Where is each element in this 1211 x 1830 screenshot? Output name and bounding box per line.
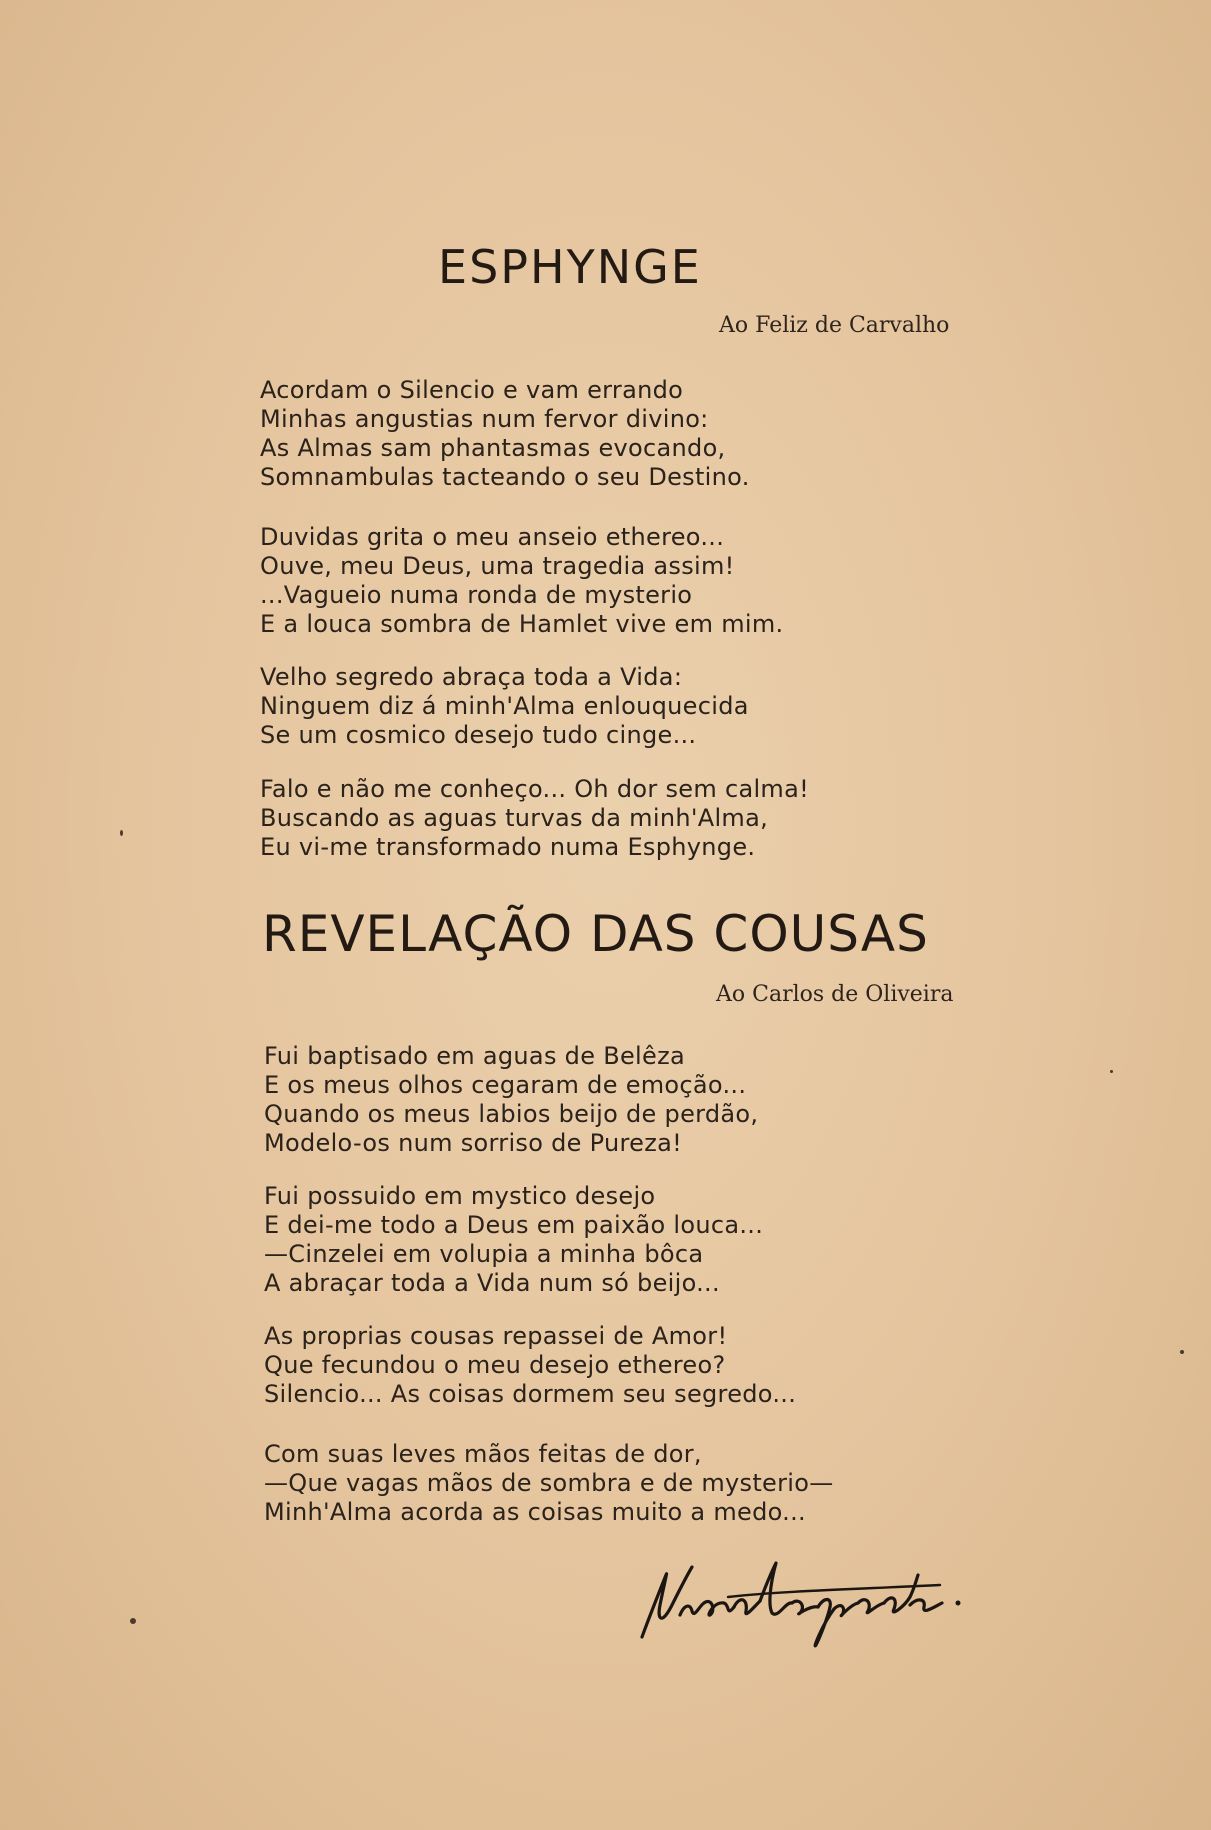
- verse-line: Velho segredo abraça toda a Vida:: [260, 663, 683, 691]
- verse-line: Acordam o Silencio e vam errando: [260, 376, 684, 404]
- paper-speck: [120, 830, 123, 836]
- paper-speck: [130, 1618, 136, 1624]
- verse-line: Se um cosmico desejo tudo cinge...: [260, 721, 697, 749]
- verse-line: As Almas sam phantasmas evocando,: [260, 434, 726, 462]
- verse-line: ...Vagueio numa ronda de mysterio: [260, 581, 693, 609]
- poem-dedication-1: Ao Feliz de Carvalho: [719, 313, 950, 338]
- verse-line: Ninguem diz á minh'Alma enlouquecida: [260, 692, 749, 720]
- poem1-stanza-1: [260, 376, 750, 492]
- verse-line: —Cinzelei em volupia a minha bôca: [264, 1240, 704, 1268]
- poem-title-revelacao: REVELAÇÃO DAS COUSAS: [262, 905, 929, 963]
- poem-dedication-2: Ao Carlos de Oliveira: [716, 982, 954, 1007]
- verse-line: Minh'Alma acorda as coisas muito a medo...: [264, 1498, 806, 1526]
- verse-line: Que fecundou o meu desejo ethereo?: [264, 1351, 726, 1379]
- poem2-stanza-3: [264, 1322, 796, 1409]
- verse-line: Silencio... As coisas dormem seu segredo...: [264, 1380, 797, 1408]
- verse-line: Modelo-os num sorriso de Pureza!: [264, 1129, 683, 1157]
- verse-line: Falo e não me conheço... Oh dor sem calma!: [260, 775, 810, 803]
- poem2-stanza-2: [264, 1182, 763, 1298]
- verse-line: Duvidas grita o meu anseio ethereo...: [260, 523, 725, 551]
- poem2-stanza-4: [264, 1440, 834, 1527]
- handwritten-signature: [620, 1545, 1000, 1655]
- verse-line: Ouve, meu Deus, uma tragedia assim!: [260, 552, 735, 580]
- verse-line: Fui baptisado em aguas de Belêza: [264, 1042, 685, 1070]
- verse-line: As proprias cousas repassei de Amor!: [264, 1322, 728, 1350]
- poem1-stanza-3: [260, 663, 749, 750]
- paper-speck: [1110, 1070, 1113, 1073]
- verse-line: Com suas leves mãos feitas de dor,: [264, 1440, 702, 1468]
- verse-line: A abraçar toda a Vida num só beijo...: [264, 1269, 720, 1297]
- verse-line: Somnambulas tacteando o seu Destino.: [260, 463, 750, 491]
- bleed-through-texture: [900, 180, 1200, 1680]
- verse-line: Minhas angustias num fervor divino:: [260, 405, 709, 433]
- poem1-stanza-2: [260, 523, 783, 639]
- verse-line: —Que vagas mãos de sombra e de mysterio—: [264, 1469, 834, 1497]
- poem1-stanza-4: [260, 775, 809, 862]
- poem2-stanza-1: [264, 1042, 758, 1158]
- poem-title-esphynge: ESPHYNGE: [438, 240, 702, 294]
- paper-speck: [1180, 1350, 1184, 1354]
- verse-line: E a louca sombra de Hamlet vive em mim.: [260, 610, 784, 638]
- verse-line: E dei-me todo a Deus em paixão louca...: [264, 1211, 764, 1239]
- verse-line: Eu vi-me transformado numa Esphynge.: [260, 833, 756, 861]
- verse-line: Buscando as aguas turvas da minh'Alma,: [260, 804, 769, 832]
- verse-line: Quando os meus labios beijo de perdão,: [264, 1100, 759, 1128]
- verse-line: E os meus olhos cegaram de emoção...: [264, 1071, 747, 1099]
- verse-line: Fui possuido em mystico desejo: [264, 1182, 656, 1210]
